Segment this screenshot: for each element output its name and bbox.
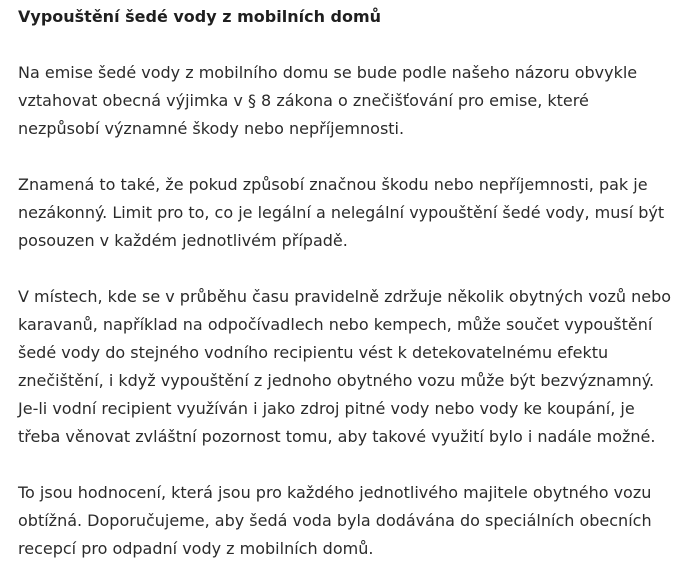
paragraph-illegal-discharge — [18, 171, 686, 255]
paragraph-line: recepcí pro odpadní vody z mobilních domů. — [18, 539, 374, 558]
paragraph-line: nezpůsobí významné škody nebo nepříjemnosti. — [18, 119, 405, 138]
paragraph-line: Na emise šedé vody z mobilního domu se bude podle našeho názoru obvykle — [18, 63, 638, 82]
paragraph-line: vztahovat obecná výjimka v § 8 zákona o znečišťování pro emise, které — [18, 91, 589, 110]
paragraph-line: nezákonný. Limit pro to, co je legální a nelegální vypouštění šedé vody, musí být — [18, 203, 665, 222]
paragraph-line: Je-li vodní recipient využíván i jako zdroj pitné vody nebo vody ke koupání, je — [18, 399, 635, 418]
paragraph-line: obtížná. Doporučujeme, aby šedá voda byla dodávána do speciálních obecních — [18, 511, 652, 530]
paragraph-line: znečištění, i když vypouštění z jednoho obytného vozu může být bezvýznamný. — [18, 371, 655, 390]
paragraph-line: posouzen v každém jednotlivém případě. — [18, 231, 348, 250]
paragraph-line: V místech, kde se v průběhu času pravidelně zdržuje několik obytných vozů nebo — [18, 287, 672, 306]
paragraph-line: šedé vody do stejného vodního recipientu vést k detekovatelnému efektu — [18, 343, 609, 362]
paragraph-line: Znamená to také, že pokud způsobí značnou škodu nebo nepříjemnosti, pak je — [18, 175, 648, 194]
paragraph-line: To jsou hodnocení, která jsou pro každého jednotlivého majitele obytného vozu — [18, 483, 652, 502]
article-heading: Vypouštění šedé vody z mobilních domů — [18, 7, 382, 26]
article — [18, 0, 686, 563]
paragraph-cumulative-pollution — [18, 283, 686, 451]
paragraph-line: karavanů, například na odpočívadlech nebo kempech, může součet vypouštění — [18, 315, 653, 334]
paragraph-general-exemption — [18, 59, 686, 143]
paragraph-line: třeba věnovat zvláštní pozornost tomu, aby takové využití bylo i nadále možné. — [18, 427, 656, 446]
paragraph-recommendation — [18, 479, 686, 563]
